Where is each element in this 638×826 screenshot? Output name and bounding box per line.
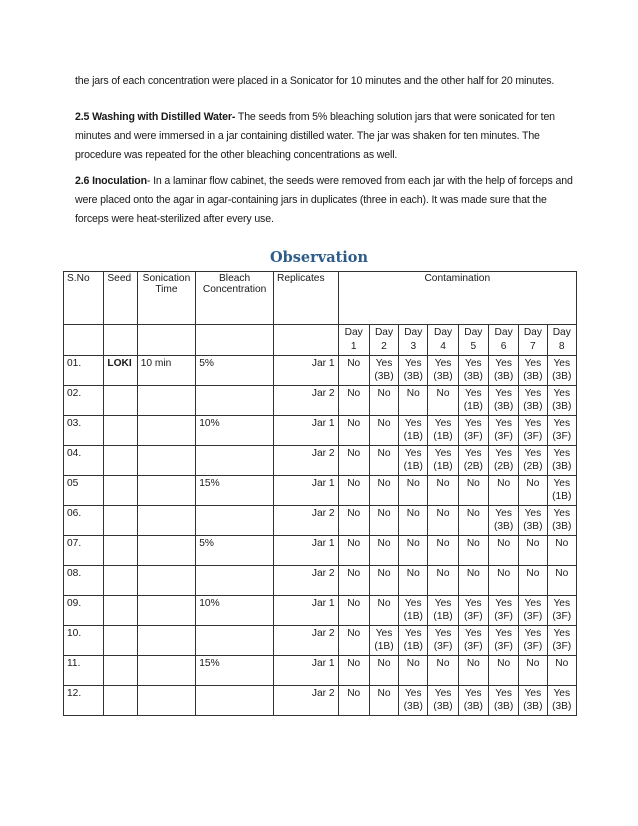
table-row [64,446,577,476]
cell-day-1: No [338,566,369,596]
cell-day-6: No [488,566,518,596]
cell-sonication [137,596,196,626]
cell-day-7: Yes (3B) [519,356,547,386]
table-row [64,536,577,566]
cell-day-3: No [399,566,428,596]
header-day-8: Day 8 [547,325,576,356]
cell-day-1: No [338,626,369,656]
cell-day-3: Yes (3B) [399,686,428,716]
cell-day-4: No [428,386,458,416]
cell-day-4: Yes (3B) [428,686,458,716]
cell-day-2: No [369,446,398,476]
section-heading-washing: 2.5 Washing with Distilled Water- [75,111,236,123]
cell-day-7: Yes (3F) [519,416,547,446]
cell-sonication [137,416,196,446]
header-day-6: Day 6 [488,325,518,356]
cell-day-3: No [399,386,428,416]
cell-day-7: Yes (3F) [519,596,547,626]
cell-day-5: No [458,656,488,686]
header-day-3: Day 3 [399,325,428,356]
cell-day-7: Yes (3B) [519,506,547,536]
header-seed: Seed [104,272,137,325]
cell-day-3: Yes (1B) [399,596,428,626]
cell-day-4: Yes (1B) [428,596,458,626]
cell-day-5: No [458,536,488,566]
table-row [64,596,577,626]
paragraph-washing [75,108,575,165]
cell-day-1: No [338,446,369,476]
cell-day-8: Yes (3F) [547,596,576,626]
header-sonication: Sonication Time [137,272,196,325]
observation-title: Observation [269,249,369,266]
cell-day-3: Yes (3B) [399,356,428,386]
cell-bleach [196,566,274,596]
cell-replicate: Jar 1 [273,596,338,626]
header-day-4: Day 4 [428,325,458,356]
cell-day-2: No [369,416,398,446]
cell-day-6: Yes (3B) [488,356,518,386]
cell-sno: 11. [64,656,104,686]
cell-bleach: 15% [196,476,274,506]
cell-day-6: Yes (3F) [488,626,518,656]
header-sno: S.No [64,272,104,325]
table-header-row [64,272,577,325]
cell-replicate: Jar 1 [273,356,338,386]
cell-bleach: 10% [196,416,274,446]
cell-day-4: No [428,566,458,596]
cell-replicate: Jar 2 [273,446,338,476]
cell-sno: 04. [64,446,104,476]
cell-seed [104,476,137,506]
cell-day-7: No [519,476,547,506]
cell-sno: 07. [64,536,104,566]
cell-day-7: Yes (3B) [519,686,547,716]
cell-seed [104,656,137,686]
cell-day-8: Yes (1B) [547,476,576,506]
cell-seed [104,536,137,566]
cell-day-5: No [458,566,488,596]
cell-day-1: No [338,506,369,536]
cell-day-7: No [519,566,547,596]
cell-day-6: No [488,536,518,566]
cell-day-1: No [338,536,369,566]
cell-replicate: Jar 1 [273,476,338,506]
table-row [64,506,577,536]
cell-sonication: 10 min [137,356,196,386]
cell-day-1: No [338,686,369,716]
cell-day-5: Yes (3B) [458,686,488,716]
cell-day-2: No [369,656,398,686]
header-day-1: Day 1 [338,325,369,356]
cell-replicate: Jar 2 [273,626,338,656]
cell-sno: 12. [64,686,104,716]
table-row [64,476,577,506]
table-row [64,356,577,386]
cell-day-5: Yes (3F) [458,596,488,626]
cell-day-2: No [369,386,398,416]
header-replicates: Replicates [273,272,338,325]
cell-day-3: No [399,536,428,566]
cell-bleach [196,626,274,656]
cell-bleach [196,506,274,536]
seed-name: LOKI [107,358,132,369]
cell-day-2: No [369,686,398,716]
cell-bleach [196,386,274,416]
cell-day-4: No [428,536,458,566]
cell-day-6: Yes (3B) [488,686,518,716]
header-bleach: Bleach Concentration [196,272,274,325]
cell-day-3: No [399,476,428,506]
empty-cell [137,325,196,356]
cell-day-6: Yes (3B) [488,386,518,416]
cell-day-7: No [519,536,547,566]
cell-day-8: Yes (3B) [547,686,576,716]
cell-day-8: Yes (3B) [547,506,576,536]
paragraph-inoculation [75,172,575,229]
cell-day-6: Yes (3F) [488,416,518,446]
observation-table [63,271,577,716]
paragraph-text: The seeds from 5% bleaching solution jars that were sonicated for ten minutes and were immersed in a jar containing distilled water. The jar was shaken for ten minutes. The procedure was repeated for the other bleaching concentrations as well. [75,111,555,161]
cell-day-5: Yes (3F) [458,626,488,656]
cell-bleach [196,446,274,476]
cell-sonication [137,446,196,476]
cell-day-2: No [369,536,398,566]
cell-day-5: No [458,476,488,506]
cell-day-2: No [369,566,398,596]
cell-day-3: No [399,506,428,536]
cell-replicate: Jar 1 [273,656,338,686]
cell-bleach [196,686,274,716]
cell-day-5: Yes (1B) [458,386,488,416]
cell-sno: 02. [64,386,104,416]
cell-day-8: Yes (3B) [547,356,576,386]
empty-cell [196,325,274,356]
cell-day-5: Yes (3F) [458,416,488,446]
cell-sonication [137,506,196,536]
cell-day-4: No [428,476,458,506]
cell-day-8: No [547,566,576,596]
cell-day-6: Yes (2B) [488,446,518,476]
cell-day-1: No [338,386,369,416]
cell-sno: 01. [64,356,104,386]
cell-sno: 05 [64,476,104,506]
cell-sno: 03. [64,416,104,446]
cell-replicate: Jar 2 [273,506,338,536]
cell-seed [104,446,137,476]
cell-bleach: 10% [196,596,274,626]
cell-day-4: No [428,656,458,686]
empty-cell [273,325,338,356]
cell-sno: 10. [64,626,104,656]
paragraph-sonication [75,72,575,91]
cell-day-5: Yes (3B) [458,356,488,386]
cell-seed [104,356,137,386]
section-heading-inoculation: 2.6 Inoculation [75,175,147,187]
cell-day-6: No [488,656,518,686]
header-day-2: Day 2 [369,325,398,356]
cell-day-5: No [458,506,488,536]
table-row [64,566,577,596]
cell-replicate: Jar 2 [273,566,338,596]
cell-day-3: Yes (1B) [399,446,428,476]
cell-day-8: No [547,656,576,686]
cell-bleach: 15% [196,656,274,686]
cell-sonication [137,656,196,686]
cell-replicate: Jar 2 [273,386,338,416]
header-day-5: Day 5 [458,325,488,356]
cell-sonication [137,536,196,566]
cell-seed [104,386,137,416]
cell-day-4: Yes (3F) [428,626,458,656]
paragraph-text: the jars of each concentration were placed in a Sonicator for 10 minutes and the other half for 20 minutes. [75,75,555,87]
cell-day-2: Yes (1B) [369,626,398,656]
cell-bleach: 5% [196,536,274,566]
cell-day-6: No [488,476,518,506]
cell-day-6: Yes (3B) [488,506,518,536]
paragraph-text: - In a laminar flow cabinet, the seeds were removed from each jar with the help of forceps and were placed onto the agar in agar-containing jars in duplicates (three in each). It was made sure that the forceps were heat-sterilized after every use. [75,175,573,225]
cell-day-4: Yes (3B) [428,356,458,386]
cell-day-6: Yes (3F) [488,596,518,626]
cell-day-8: No [547,536,576,566]
cell-day-3: Yes (1B) [399,416,428,446]
table-row [64,656,577,686]
cell-sonication [137,476,196,506]
cell-day-4: Yes (1B) [428,416,458,446]
cell-replicate: Jar 2 [273,686,338,716]
cell-day-2: No [369,596,398,626]
cell-sonication [137,686,196,716]
cell-day-3: Yes (1B) [399,626,428,656]
table-row [64,386,577,416]
cell-day-1: No [338,356,369,386]
table-row [64,626,577,656]
table-row [64,686,577,716]
cell-sno: 06. [64,506,104,536]
cell-day-1: No [338,596,369,626]
cell-day-1: No [338,416,369,446]
cell-day-8: Yes (3B) [547,446,576,476]
cell-sno: 09. [64,596,104,626]
cell-day-2: No [369,506,398,536]
cell-sno: 08. [64,566,104,596]
cell-day-4: Yes (1B) [428,446,458,476]
table-day-header-row [64,325,577,356]
cell-day-2: Yes (3B) [369,356,398,386]
cell-sonication [137,626,196,656]
cell-day-2: No [369,476,398,506]
cell-sonication [137,566,196,596]
empty-cell [104,325,137,356]
table-row [64,416,577,446]
cell-day-1: No [338,476,369,506]
cell-day-5: Yes (2B) [458,446,488,476]
cell-day-7: Yes (2B) [519,446,547,476]
header-day-7: Day 7 [519,325,547,356]
cell-day-7: Yes (3B) [519,386,547,416]
empty-cell [64,325,104,356]
cell-seed [104,686,137,716]
cell-day-1: No [338,656,369,686]
cell-day-7: No [519,656,547,686]
cell-replicate: Jar 1 [273,536,338,566]
cell-seed [104,566,137,596]
header-contamination: Contamination [338,272,576,325]
cell-day-8: Yes (3F) [547,626,576,656]
cell-replicate: Jar 1 [273,416,338,446]
cell-day-8: Yes (3B) [547,386,576,416]
cell-seed [104,626,137,656]
cell-seed [104,506,137,536]
cell-bleach: 5% [196,356,274,386]
cell-day-3: No [399,656,428,686]
cell-day-4: No [428,506,458,536]
cell-day-8: Yes (3F) [547,416,576,446]
cell-day-7: Yes (3F) [519,626,547,656]
cell-seed [104,596,137,626]
cell-sonication [137,386,196,416]
cell-seed [104,416,137,446]
